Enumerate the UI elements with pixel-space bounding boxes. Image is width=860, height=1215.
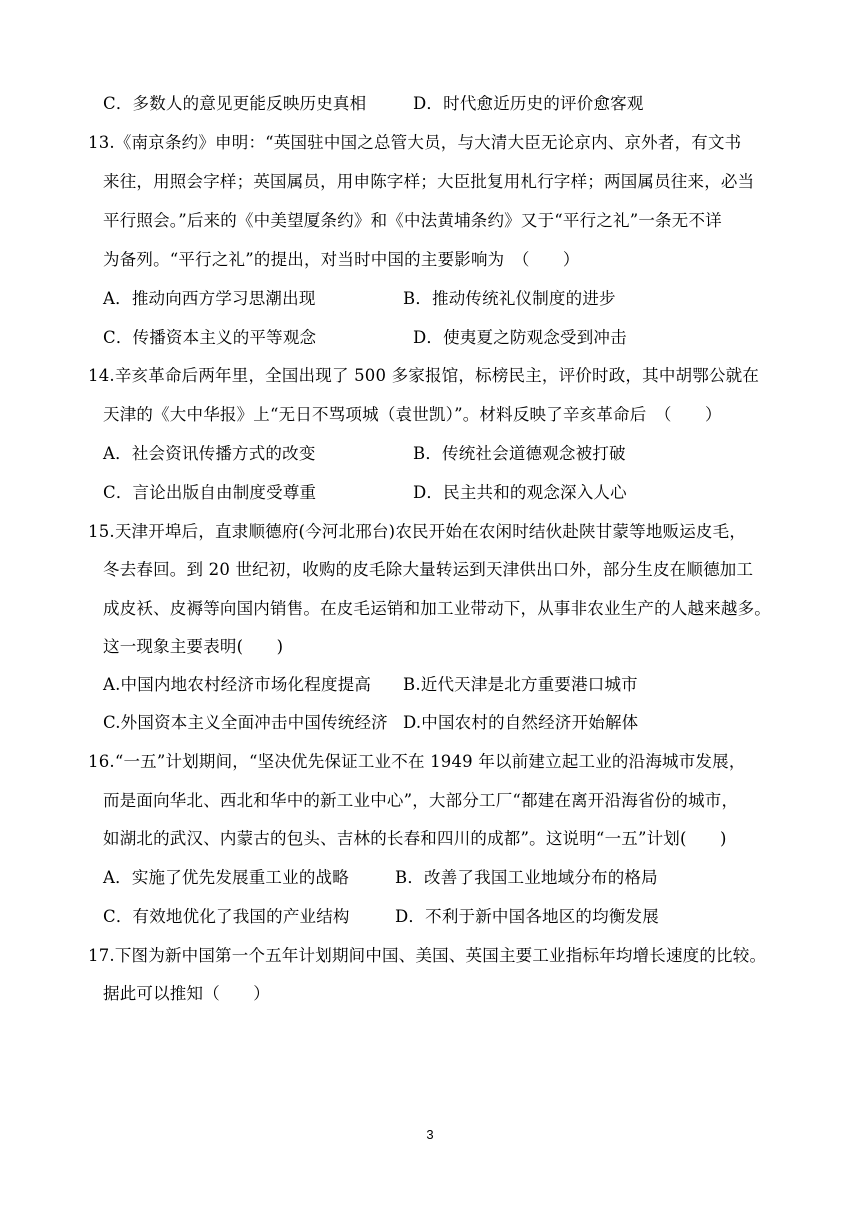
q14-option-c: C．言论出版自由制度受尊重 xyxy=(103,483,317,502)
q17-stem-line-2: 据此可以推知（ ） xyxy=(103,984,270,1003)
q13-option-b: B．推动传统礼仪制度的进步 xyxy=(403,289,616,308)
q16-stem-line-3: 如湖北的武汉、内蒙古的包头、吉林的长春和四川的成都”。这说明“一五”计划( ) xyxy=(103,829,727,848)
q17-stem-line-1: 17.下图为新中国第一个五年计划期间中国、美国、英国主要工业指标年均增长速度的比较。 xyxy=(88,946,767,965)
q16-option-a: A．实施了优先发展重工业的战略 xyxy=(103,868,349,887)
q16-option-c: C．有效地优化了我国的产业结构 xyxy=(103,907,350,926)
q14-stem-line-1: 14.辛亥革命后两年里，全国出现了 500 多家报馆，标榜民主，评价时政，其中胡鄂公就在 xyxy=(88,366,760,385)
q12-option-d: D．时代愈近历史的评价愈客观 xyxy=(413,94,644,113)
q12-option-c: C．多数人的意见更能反映历史真相 xyxy=(103,94,367,113)
page-number: 3 xyxy=(426,1127,434,1142)
q13-stem-line-1: 13.《南京条约》申明：“英国驻中国之总管大员，与大清大臣无论京内、京外者，有文书 xyxy=(88,133,742,152)
q15-stem-line-2: 冬去春回。到 20 世纪初，收购的皮毛除大量转运到天津供出口外，部分生皮在顺德加工 xyxy=(103,560,754,579)
q15-option-a: A.中国内地农村经济市场化程度提高 xyxy=(103,675,372,694)
q16-option-b: B．改善了我国工业地域分布的格局 xyxy=(395,868,658,887)
q13-option-a: A．推动向西方学习思潮出现 xyxy=(103,289,316,308)
q14-option-b: B．传统社会道德观念被打破 xyxy=(413,444,626,463)
q13-stem-line-4: 为备列。“平行之礼”的提出，对当时中国的主要影响为 （ ） xyxy=(103,250,580,269)
q16-stem-line-2: 而是面向华北、西北和华中的新工业中心”，大部分工厂“都建在离开沿海省份的城市， xyxy=(103,791,739,810)
q15-stem-line-3: 成皮袄、皮褥等向国内销售。在皮毛运销和加工业带动下，从事非农业生产的人越来越多。 xyxy=(103,599,771,618)
q15-stem-line-4: 这一现象主要表明( ) xyxy=(103,637,284,656)
q15-option-d: D.中国农村的自然经济开始解体 xyxy=(403,713,639,732)
q13-option-d: D．使夷夏之防观念受到冲击 xyxy=(413,328,627,347)
q14-stem-line-2: 天津的《大中华报》上“无日不骂项城（袁世凯）”。材料反映了辛亥革命后 （ ） xyxy=(103,405,722,424)
q15-option-b: B.近代天津是北方重要港口城市 xyxy=(403,675,638,694)
q15-stem-line-1: 15.天津开埠后，直隶顺德府(今河北邢台)农民开始在农闲时结伙赴陕甘蒙等地贩运皮毛， xyxy=(88,522,747,541)
q13-stem-line-3: 平行照会。”后来的《中美望厦条约》和《中法黄埔条约》又于“平行之礼”一条无不详 xyxy=(103,211,722,230)
q14-option-a: A．社会资讯传播方式的改变 xyxy=(103,444,316,463)
q16-option-d: D．不利于新中国各地区的均衡发展 xyxy=(395,907,659,926)
q13-option-c: C．传播资本主义的平等观念 xyxy=(103,328,317,347)
q16-stem-line-1: 16.“一五”计划期间，“坚决优先保证工业不在 1949 年以前建立起工业的沿海城市发展， xyxy=(88,752,746,771)
q14-option-d: D．民主共和的观念深入人心 xyxy=(413,483,627,502)
q13-stem-line-2: 来往，用照会字样；英国属员，用申陈字样；大臣批复用札行字样；两国属员往来，必当 xyxy=(103,172,755,191)
q15-option-c: C.外国资本主义全面冲击中国传统经济 xyxy=(103,713,388,732)
